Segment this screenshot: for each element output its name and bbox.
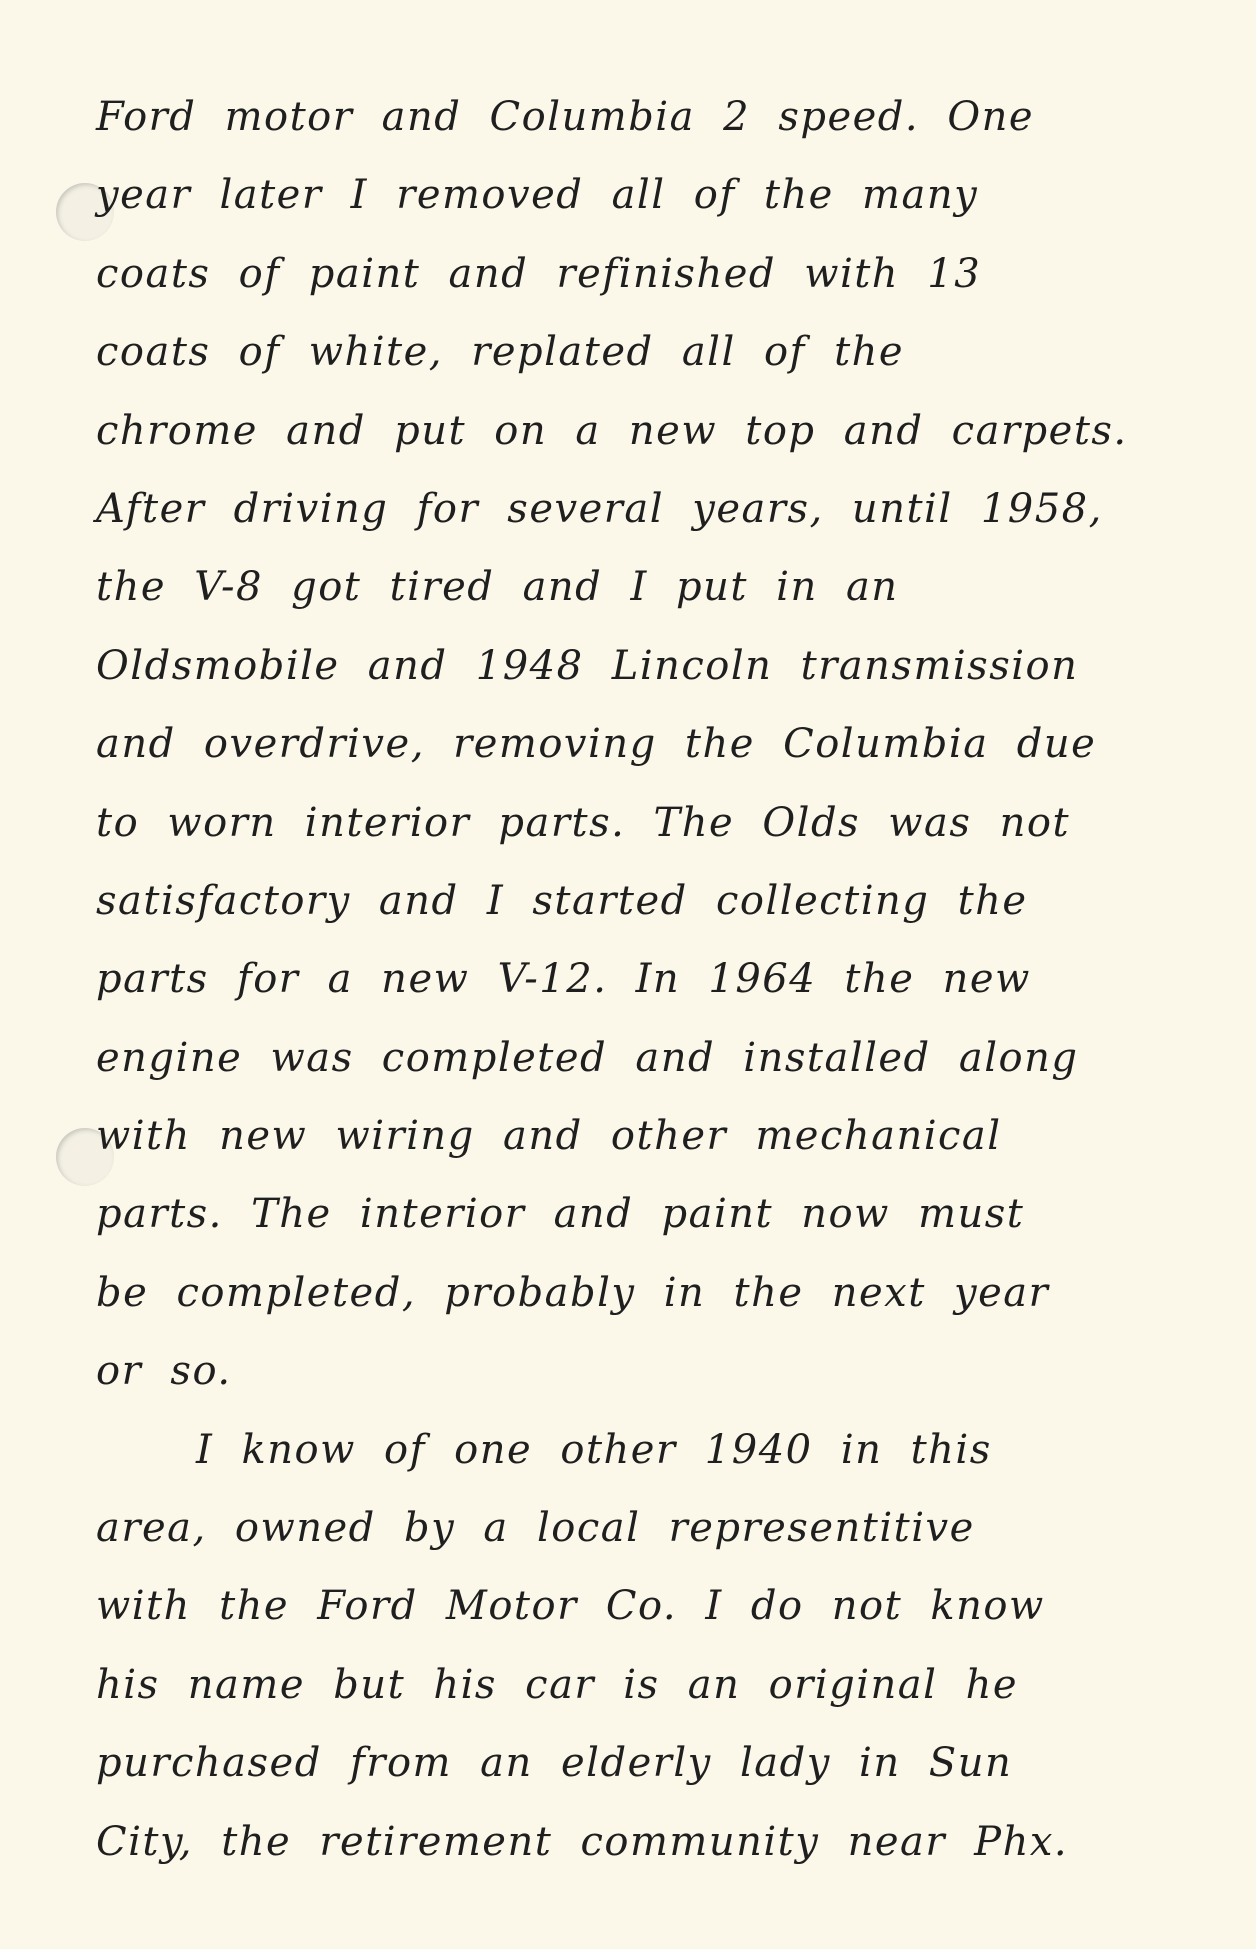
letter-line: City, the retirement community near Phx. — [96, 1818, 1069, 1865]
letter-line: chrome and put on a new top and carpets. — [96, 407, 1128, 454]
letter-line: After driving for several years, until 1958, — [96, 485, 1103, 532]
letter-line: area, owned by a local representitive — [96, 1505, 975, 1552]
letter-line: with the Ford Motor Co. I do not know — [96, 1583, 1045, 1630]
letter-line: Oldsmobile and 1948 Lincoln transmission — [96, 642, 1079, 689]
letter-line: parts for a new V-12. In 1964 the new — [96, 956, 1031, 1003]
letter-line-paragraph-start: I know of one other 1940 in this — [196, 1426, 992, 1473]
letter-line: and overdrive, removing the Columbia due — [96, 721, 1097, 768]
letter-body — [96, 78, 1206, 1881]
letter-line: parts. The interior and paint now must — [96, 1191, 1025, 1238]
letter-line: his name but his car is an original he — [96, 1661, 1019, 1708]
letter-line: to worn interior parts. The Olds was not — [96, 799, 1071, 846]
letter-line: engine was completed and installed along — [96, 1034, 1079, 1081]
letter-line: purchased from an elderly lady in Sun — [96, 1740, 1013, 1787]
letter-line: or so. — [96, 1348, 232, 1395]
letter-line: Ford motor and Columbia 2 speed. One — [96, 94, 1035, 140]
letter-line: the V-8 got tired and I put in an — [96, 564, 899, 611]
letter-line: coats of paint and refinished with 13 — [96, 250, 982, 297]
letter-line: be completed, probably in the next year — [96, 1269, 1050, 1316]
letter-line: satisfactory and I started collecting the — [96, 877, 1028, 924]
letter-line: with new wiring and other mechanical — [96, 1113, 1002, 1160]
letter-line: year later I removed all of the many — [96, 172, 979, 219]
letter-line: coats of white, replated all of the — [96, 329, 905, 376]
